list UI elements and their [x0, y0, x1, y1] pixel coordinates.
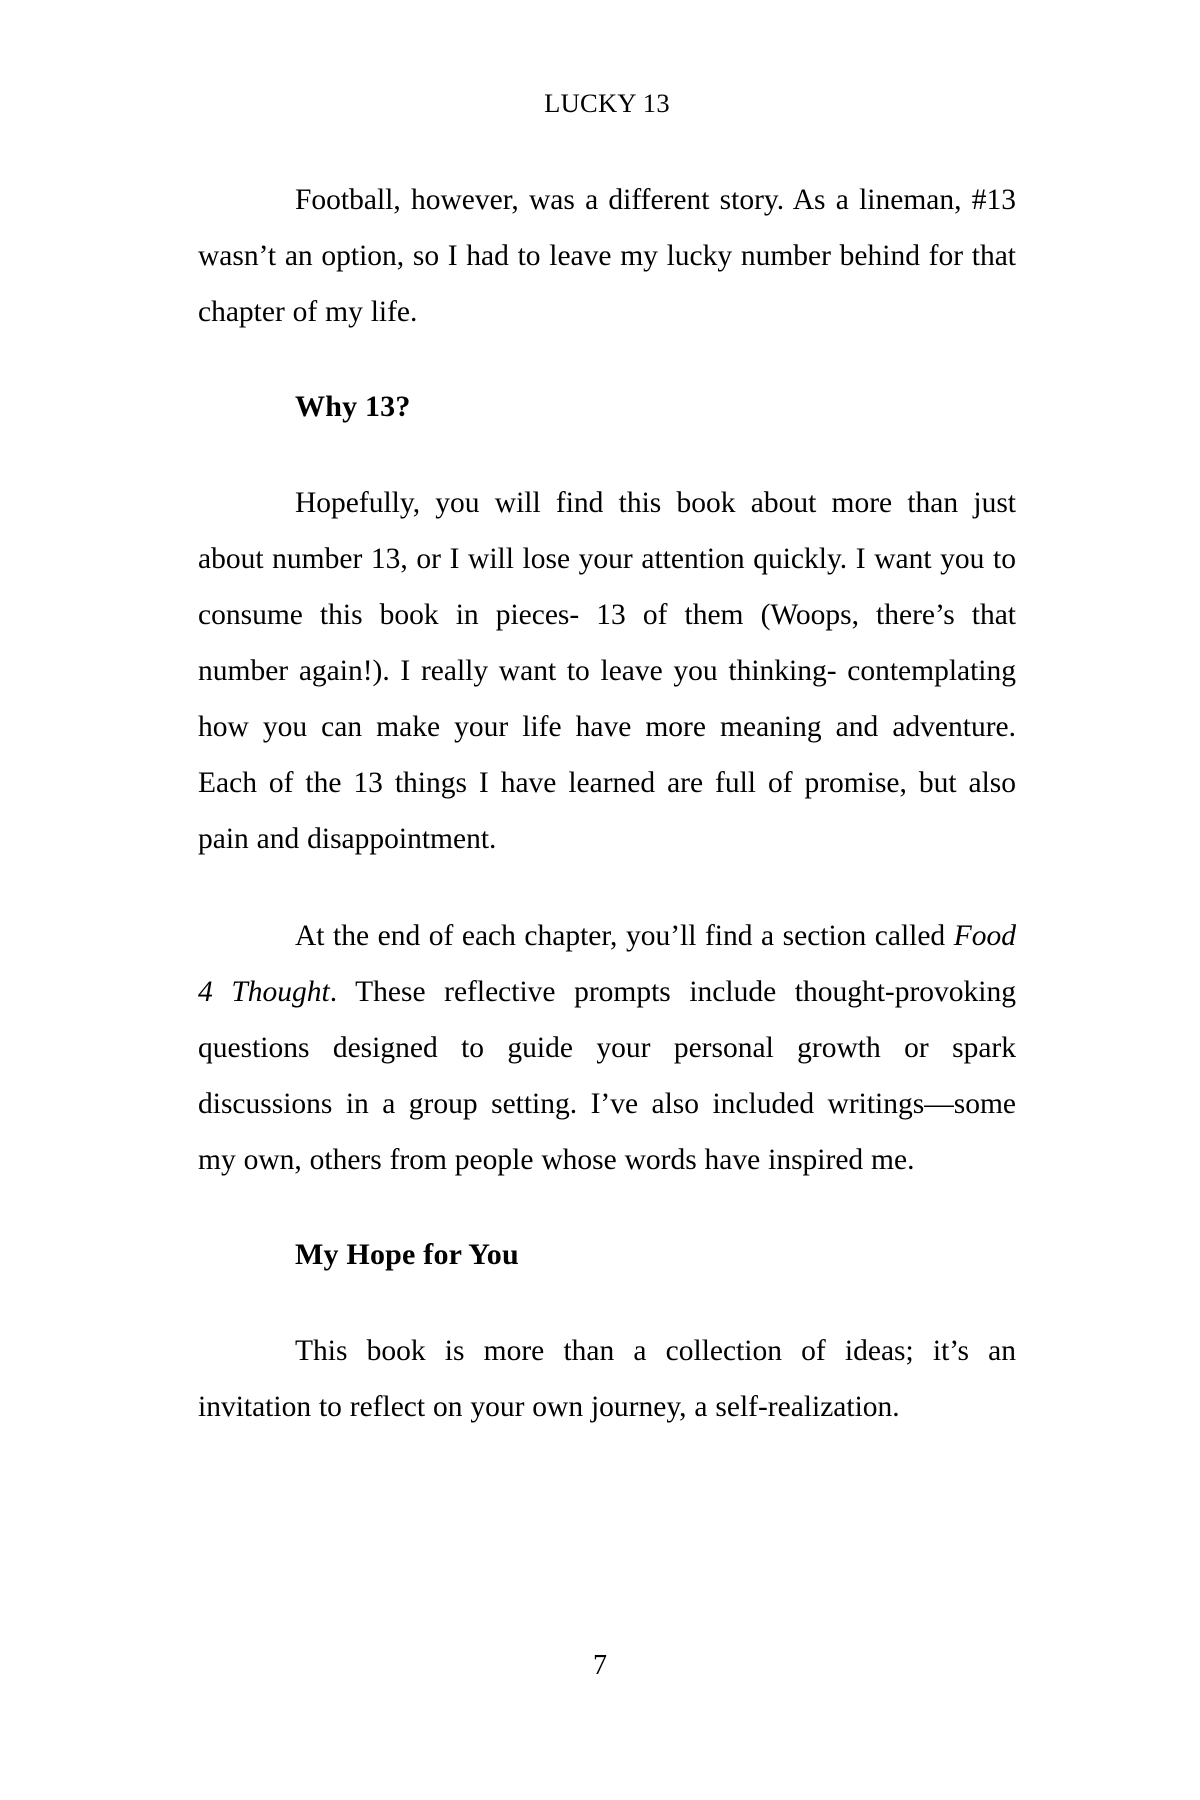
body-text-block [198, 172, 1016, 1435]
paragraph-text-before-title: At the end of each chapter, you’ll find a section called [295, 919, 954, 952]
italic-section-title: Food 4 Thought [198, 919, 1016, 1008]
running-header: LUCKY 13 [544, 88, 670, 118]
paragraph-football: Football, however, was a different story. As a lineman, #13 wasn’t an option, so I had to leave my lucky number behind for that chapter of my life. [198, 183, 1016, 328]
heading-my-hope-for-you: My Hope for You [295, 1237, 519, 1271]
paragraph-hopefully: Hopefully, you will find this book about more than just about number 13, or I will lose your attention quickly. I want you to consume this book in pieces- 13 of them (Woops, there’s that number again!). I really want to leave you thinking- contemplating how you can make your life have more meaning and adventure. Each of the 13 things I have learned are full of promise, but also pain and disappointment. [198, 486, 1016, 855]
paragraph-text-after-title: . These reflective prompts include thought-provoking questions designed to guide your personal growth or spark discussions in a group setting. I’ve also included writings—some my own, others from people whose words have inspired me. [198, 975, 1016, 1176]
paragraph-food-4-thought [198, 908, 1016, 1188]
heading-why-13: Why 13? [295, 389, 411, 423]
page-number: 7 [593, 1650, 607, 1681]
page-content [198, 88, 1016, 1435]
paragraph-this-book: This book is more than a collection of ideas; it’s an invitation to reflect on your own journey, a self-realization. [198, 1334, 1016, 1423]
